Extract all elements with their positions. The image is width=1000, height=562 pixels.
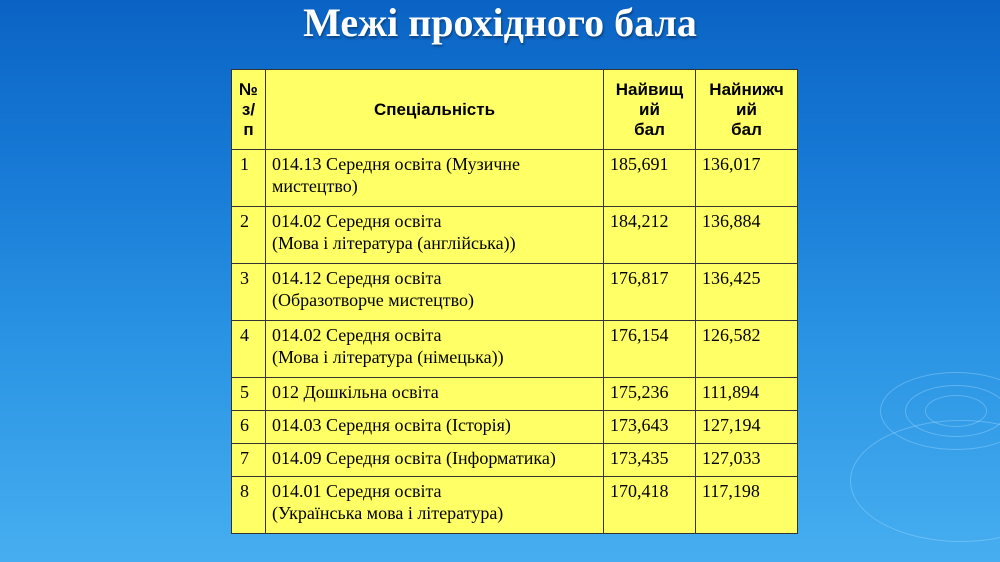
table-row (232, 150, 798, 207)
specialty-line: 014.13 Середня освіта (Музичне (272, 154, 521, 174)
row-number: 3 (232, 264, 266, 321)
row-lowest-score: 136,017 (696, 150, 798, 207)
table-row (232, 207, 798, 264)
specialty-line: (Мова і література (англійська)) (272, 233, 516, 253)
row-lowest-score: 117,198 (696, 477, 798, 534)
row-specialty (266, 411, 604, 444)
row-number: 8 (232, 477, 266, 534)
row-lowest-score: 127,033 (696, 444, 798, 477)
header-highest-score: Найвищ ий бал (604, 70, 696, 150)
row-specialty (266, 477, 604, 534)
table-row (232, 264, 798, 321)
table-row (232, 411, 798, 444)
specialty-line: (Мова і література (німецька)) (272, 347, 504, 367)
row-highest-score: 176,154 (604, 321, 696, 378)
specialty-line: 012 Дошкільна освіта (272, 382, 439, 402)
table-row (232, 321, 798, 378)
background-ripple (850, 420, 1000, 542)
specialty-line: (Образотворче мистецтво) (272, 290, 474, 310)
specialty-line: 014.01 Середня освіта (272, 481, 442, 501)
specialty-line: (Українська мова і література) (272, 503, 504, 523)
specialty-line: 014.09 Середня освіта (Інформатика) (272, 448, 556, 468)
row-specialty (266, 150, 604, 207)
row-specialty (266, 444, 604, 477)
row-specialty (266, 321, 604, 378)
row-lowest-score: 111,894 (696, 378, 798, 411)
specialty-line: 014.03 Середня освіта (Історія) (272, 415, 511, 435)
row-number: 4 (232, 321, 266, 378)
row-number: 2 (232, 207, 266, 264)
header-lowest-score: Найнижч ий бал (696, 70, 798, 150)
table-row (232, 477, 798, 534)
specialty-line: 014.02 Середня освіта (272, 211, 442, 231)
row-highest-score: 173,435 (604, 444, 696, 477)
row-highest-score: 170,418 (604, 477, 696, 534)
page-title: Межі прохідного бала (303, 0, 697, 45)
table-row (232, 378, 798, 411)
row-lowest-score: 126,582 (696, 321, 798, 378)
row-number: 6 (232, 411, 266, 444)
table-row (232, 444, 798, 477)
row-lowest-score: 127,194 (696, 411, 798, 444)
row-lowest-score: 136,884 (696, 207, 798, 264)
specialty-line: 014.12 Середня освіта (272, 268, 442, 288)
specialty-line: 014.02 Середня освіта (272, 325, 442, 345)
scores-table (231, 69, 798, 534)
row-number: 5 (232, 378, 266, 411)
row-lowest-score: 136,425 (696, 264, 798, 321)
specialty-line: мистецтво) (272, 176, 358, 196)
row-number: 7 (232, 444, 266, 477)
row-specialty (266, 207, 604, 264)
header-number: № з/п (232, 70, 266, 150)
row-specialty (266, 378, 604, 411)
row-specialty (266, 264, 604, 321)
row-highest-score: 185,691 (604, 150, 696, 207)
row-highest-score: 184,212 (604, 207, 696, 264)
table-header-row (232, 70, 798, 150)
row-highest-score: 176,817 (604, 264, 696, 321)
row-highest-score: 173,643 (604, 411, 696, 444)
row-highest-score: 175,236 (604, 378, 696, 411)
header-specialty: Спеціальність (266, 70, 604, 150)
row-number: 1 (232, 150, 266, 207)
